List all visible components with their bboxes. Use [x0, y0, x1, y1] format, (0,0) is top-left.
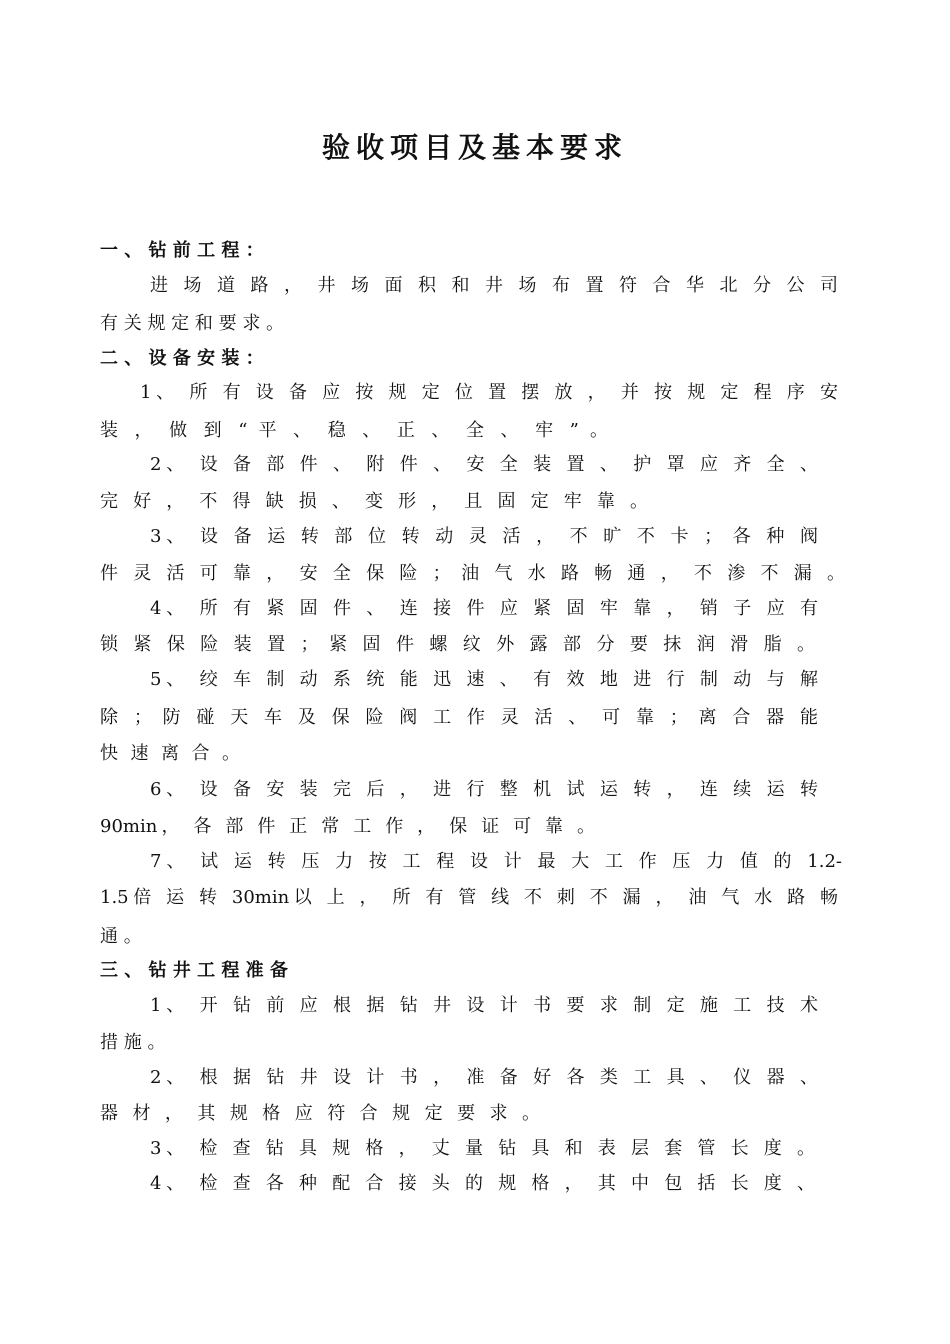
paragraph-line: 进 场 道 路 ， 井 场 面 积 和 井 场 布 置 符 合 华 北 分 公 司 [150, 275, 838, 296]
paragraph-line: 措 施 。 [100, 1032, 166, 1053]
paragraph-line: 快 速 离 合 。 [100, 743, 240, 764]
paragraph-line: 装 ， 做 到 “ 平 、 稳 、 正 、 全 、 牢 ” 。 [100, 420, 608, 441]
paragraph-line: 有 关 规 定 和 要 求 。 [100, 313, 285, 334]
paragraph-line: 器 材 ， 其 规 格 应 符 合 规 定 要 求 。 [100, 1103, 540, 1124]
paragraph-line: 5、 绞 车 制 动 系 统 能 迅 速 、 有 效 地 进 行 制 动 与 解 [150, 669, 818, 690]
paragraph-line: 1、 所 有 设 备 应 按 规 定 位 置 摆 放 ， 并 按 规 定 程 序 安 [140, 382, 838, 403]
section-heading-1: 一 、 钻 前 工 程 ： [100, 240, 264, 261]
paragraph-line: 2、 设 备 部 件 、 附 件 、 安 全 装 置 、 护 罩 应 齐 全 、 [150, 454, 818, 475]
paragraph-line: 1.5倍 运 转 30min以 上 ， 所 有 管 线 不 刺 不 漏 ， 油 气 水 路 畅 [100, 887, 838, 908]
paragraph-line: 6、 设 备 安 装 完 后 ， 进 行 整 机 试 运 转 ， 连 续 运 转 [150, 779, 818, 800]
paragraph-line: 3、 检 查 钻 具 规 格 ， 丈 量 钻 具 和 表 层 套 管 长 度 。 [150, 1138, 815, 1159]
paragraph-line: 1、 开 钻 前 应 根 据 钻 井 设 计 书 要 求 制 定 施 工 技 术 [150, 995, 818, 1016]
paragraph-line: 7、 试 运 转 压 力 按 工 程 设 计 最 大 工 作 压 力 值 的 1.2- [150, 851, 842, 872]
paragraph-line: 锁 紧 保 险 装 置 ； 紧 固 件 螺 纹 外 露 部 分 要 抹 润 滑 脂 。 [100, 634, 815, 655]
paragraph-line: 4、 所 有 紧 固 件 、 连 接 件 应 紧 固 牢 靠 ， 销 子 应 有 [150, 598, 818, 619]
section-heading-2: 二 、 设 备 安 装 ： [100, 348, 264, 369]
paragraph-line: 3、 设 备 运 转 部 位 转 动 灵 活 ， 不 旷 不 卡 ； 各 种 阀 [150, 526, 818, 547]
section-heading-3: 三 、 钻 井 工 程 准 备 [100, 960, 288, 981]
paragraph-line: 90min， 各 部 件 正 常 工 作 ， 保 证 可 靠 。 [100, 816, 595, 837]
page-title: 验收项目及基本要求 [321, 131, 628, 164]
paragraph-line: 4、 检 查 各 种 配 合 接 头 的 规 格 ， 其 中 包 括 长 度 、 [150, 1173, 815, 1194]
paragraph-line: 完 好 ， 不 得 缺 损 、 变 形 ， 且 固 定 牢 靠 。 [100, 491, 648, 512]
paragraph-line: 通 。 [100, 926, 142, 947]
paragraph-line: 件 灵 活 可 靠 ， 安 全 保 险 ； 油 气 水 路 畅 通 ， 不 渗 不 漏 。 [100, 563, 845, 584]
paragraph-line: 除 ； 防 碰 天 车 及 保 险 阀 工 作 灵 活 、 可 靠 ； 离 合 器 能 [100, 707, 818, 728]
paragraph-line: 2、 根 据 钻 井 设 计 书 ， 准 备 好 各 类 工 具 、 仪 器 、 [150, 1067, 818, 1088]
